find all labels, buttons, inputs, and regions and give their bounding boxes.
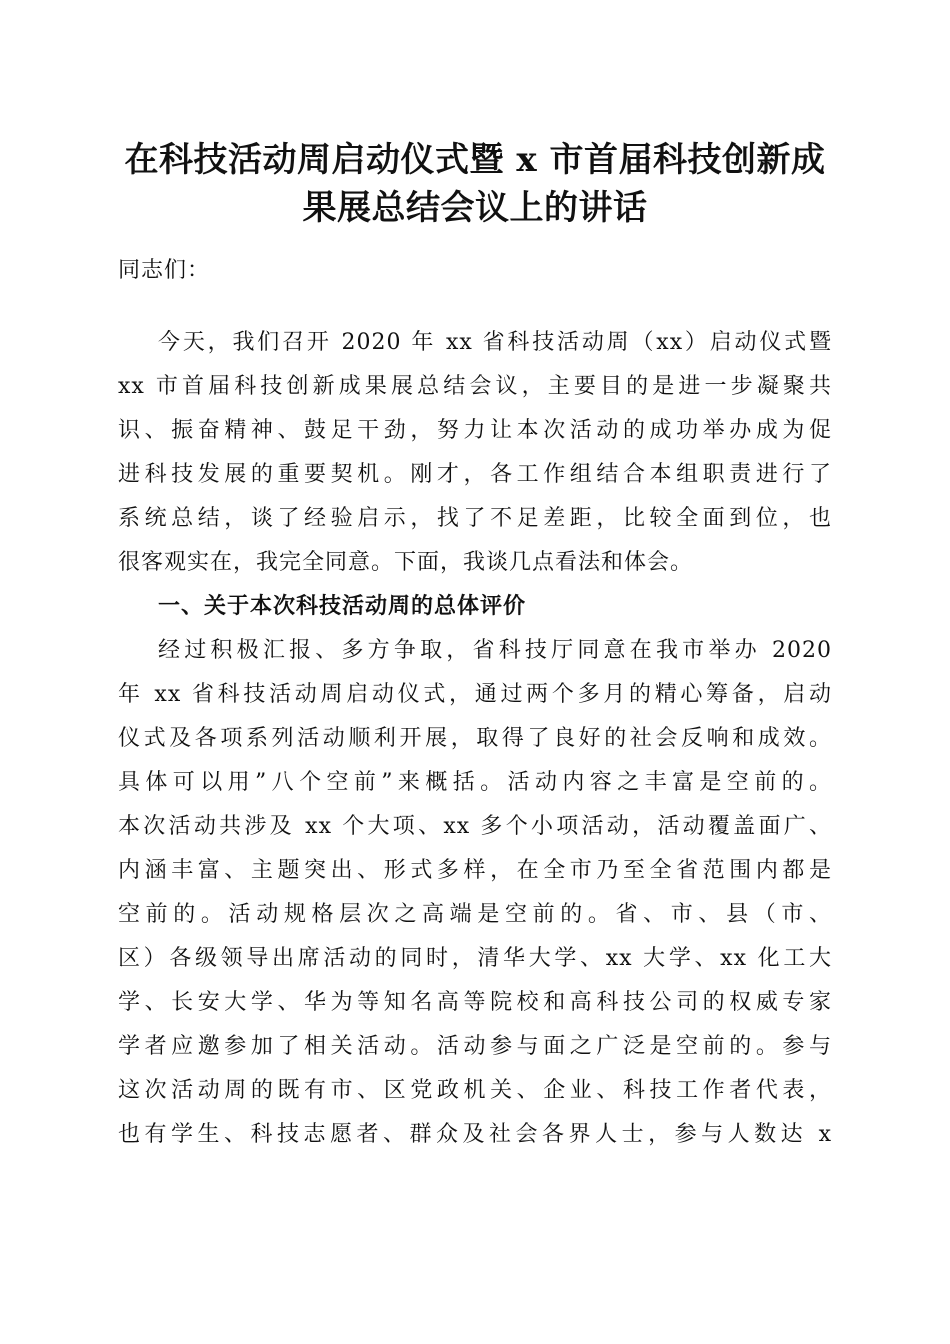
paragraph-line: 具体可以用”八个空前”来概括。活动内容之丰富是空前的。: [118, 770, 832, 795]
paragraph-line: 学、长安大学、华为等知名高等院校和高科技公司的权威专家: [118, 990, 832, 1015]
paragraph-line: 本次活动共涉及 xx 个大项、xx 多个小项活动，活动覆盖面广、: [118, 814, 832, 839]
document-title-line-2: 果展总结会议上的讲话: [302, 188, 648, 228]
section-heading: 一、关于本次科技活动周的总体评价: [158, 594, 527, 619]
paragraph-line: 仪式及各项系列活动顺利开展，取得了良好的社会反响和成效。: [118, 726, 832, 751]
paragraph-line: xx 市首届科技创新成果展总结会议，主要目的是进一步凝聚共: [118, 374, 832, 399]
paragraph-line: 这次活动周的既有市、区党政机关、企业、科技工作者代表，: [118, 1078, 832, 1103]
paragraph-line: 系统总结，谈了经验启示，找了不足差距，比较全面到位，也: [118, 506, 832, 531]
paragraph-line: 内涵丰富、主题突出、形式多样，在全市乃至全省范围内都是: [118, 858, 832, 883]
document-title-line-1: 在科技活动周启动仪式暨 x 市首届科技创新成: [124, 140, 826, 180]
paragraph-line: 也有学生、科技志愿者、群众及社会各界人士，参与人数达 x: [118, 1122, 832, 1147]
paragraph-line: 学者应邀参加了相关活动。活动参与面之广泛是空前的。参与: [118, 1034, 832, 1059]
paragraph-line: 年 xx 省科技活动周启动仪式，通过两个多月的精心筹备，启动: [118, 682, 832, 707]
paragraph-line: 空前的。活动规格层次之高端是空前的。省、市、县（市、: [118, 902, 832, 927]
paragraph-line: 很客观实在，我完全同意。下面，我谈几点看法和体会。: [118, 550, 694, 575]
paragraph-line: 经过积极汇报、多方争取，省科技厅同意在我市举办 2020: [158, 638, 832, 663]
paragraph-line: 区）各级领导出席活动的同时，清华大学、xx 大学、xx 化工大: [118, 946, 832, 971]
paragraph-line: 今天，我们召开 2020 年 xx 省科技活动周（xx）启动仪式暨: [158, 330, 832, 355]
paragraph-line: 进科技发展的重要契机。刚才，各工作组结合本组职责进行了: [118, 462, 832, 487]
paragraph-line: 识、振奋精神、鼓足干劲，努力让本次活动的成功举办成为促: [118, 418, 832, 443]
salutation: 同志们：: [118, 258, 211, 283]
